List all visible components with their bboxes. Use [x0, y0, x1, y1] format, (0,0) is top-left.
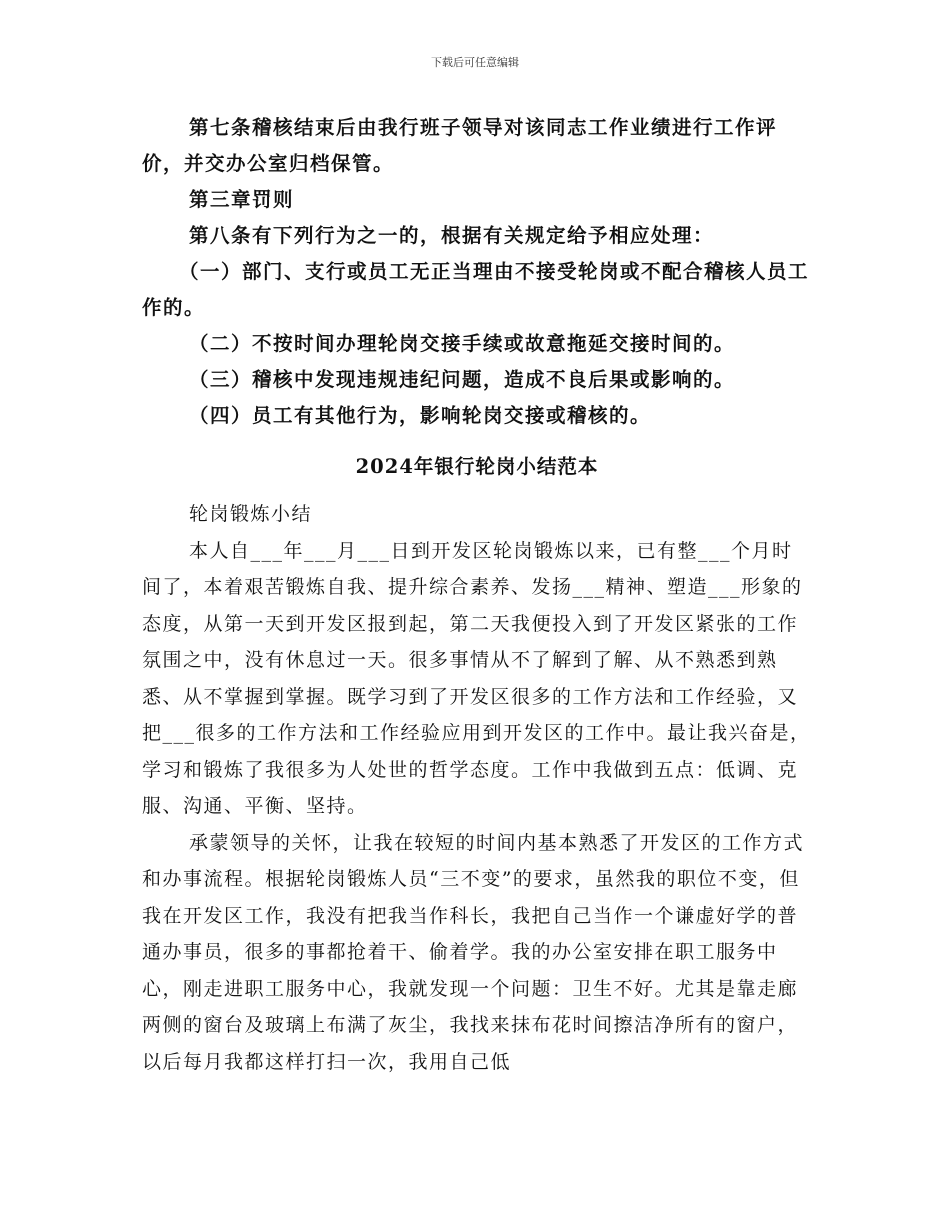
article-8-item-1: （一）部门、支行或员工无正当理由不接受轮岗或不配合稽核人员工作的。: [142, 260, 810, 319]
document-title: 2024年银行轮岗小结范本: [355, 455, 599, 478]
article-8-item-4: （四）员工有其他行为，影响轮岗交接或稽核的。: [189, 404, 652, 427]
summary-paragraph-2: 承蒙领导的关怀，让我在较短的时间内基本熟悉了开发区的工作方式和办事流程。根据轮岗锻炼人员“三不变”的要求，虽然我的职位不变，但我在开发区工作，我没有把我当作科长，我把自己当作一个谦虚好学的普通办事员，很多的事都抢着干、偷着学。我的办公室安排在职工服务中心，刚走进职工服务中心，我就发现一个问题：卫生不好。尤其是靠走廊两侧的窗台及玻璃上布满了灰尘，我找来抹布花时间擦洁净所有的窗户，以后每月我都这样打扫一次，我用自己低: [142, 831, 805, 1073]
summary-subtitle: 轮岗锻炼小结: [189, 503, 313, 525]
summary-paragraph-1: 本人自___年___月___日到开发区轮岗锻炼以来，已有整___个月时间了，本着艰苦锻炼自我、提升综合素养、发扬___精神、塑造___形象的态度，从第一天到开发区报到起，第二天我便投入到了开发区紧张的工作氛围之中，没有休息过一天。很多事情从不了解到了解、从不熟悉到熟悉、从不掌握到掌握。既学习到了开发区很多的工作方法和工作经验，又把___很多的工作方法和工作经验应用到开发区的工作中。最让我兴奋是，学习和锻炼了我很多为人处世的哲学态度。工作中我做到五点：低调、克服、沟通、平衡、坚持。: [142, 539, 811, 817]
chapter-3-heading: 第三章罚则: [189, 188, 295, 211]
summary-section: [142, 496, 812, 1080]
article-7: 第七条稽核结束后由我行班子领导对该同志工作业绩进行工作评价，并交办公室归档保管。: [142, 116, 778, 175]
regulation-section: [142, 110, 812, 434]
page-header-note: 下载后可任意编辑: [431, 56, 519, 69]
article-8-item-2: （二）不按时间办理轮岗交接手续或故意拖延交接时间的。: [189, 332, 736, 355]
document-body: [142, 110, 812, 1080]
article-8-item-3: （三）稽核中发现违规违纪问题，造成不良后果或影响的。: [189, 368, 736, 391]
article-8: 第八条有下列行为之一的，根据有关规定给予相应处理：: [189, 224, 715, 247]
